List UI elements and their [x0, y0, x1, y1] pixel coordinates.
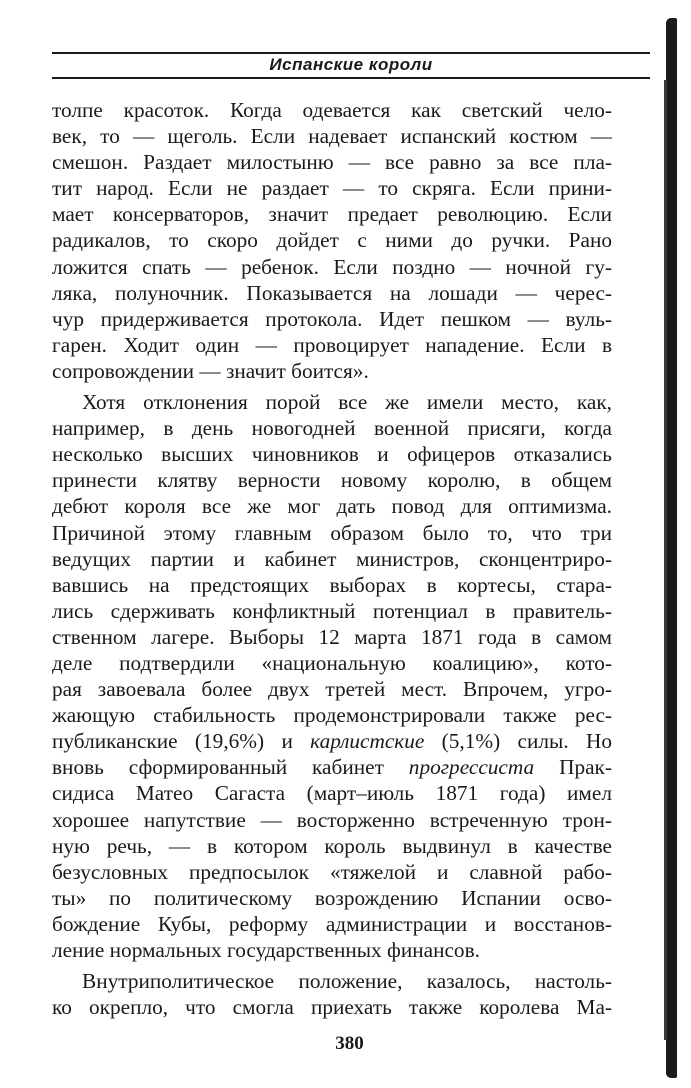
text-segment: публиканские (19,6%) и	[52, 729, 311, 754]
text-line: лись сдерживать конфликтный потенциал в правитель-	[52, 598, 612, 623]
text-body	[52, 97, 612, 1020]
text-line: деле подтвердили «национальную коалицию», кото-	[52, 650, 612, 675]
text-line: бождение Кубы, реформу администрации и восстанов-	[52, 911, 612, 936]
text-line: рая завоевала более двух третей мест. Впрочем, угро-	[52, 677, 612, 702]
text-line-mixed	[52, 728, 612, 754]
text-line: ко окрепло, что смогла приехать также королева Ма-	[52, 995, 612, 1020]
text-line: вавшись на предстоящих выборах в кортесы, стара-	[52, 572, 612, 597]
header-rule-bottom	[52, 77, 650, 79]
text-line: ляка, полуночник. Показывается на лошади — черес-	[52, 280, 612, 305]
italic-term: карлистские	[310, 729, 425, 754]
paragraph-1	[52, 97, 612, 384]
text-line: ведущих партии и кабинет министров, сконцентриро-	[52, 546, 612, 571]
page-edge-shadow-inner	[664, 80, 667, 1040]
text-line: радикалов, то скоро дойдет с ними до ручки. Рано	[52, 228, 612, 253]
text-line: несколько высших чиновников и офицеров отказались	[52, 442, 612, 467]
paragraph-3	[52, 968, 612, 1020]
text-segment: Прак-	[534, 755, 612, 780]
text-line: сидиса Матео Сагаста (март–июль 1871 года) имел	[52, 781, 612, 806]
text-line: ление нормальных государственных финансов.	[52, 938, 480, 962]
text-line-mixed	[52, 754, 612, 780]
text-line: Причиной этому главным образом было то, что три	[52, 520, 612, 545]
text-line: принести клятву верности новому королю, в общем	[52, 468, 612, 493]
text-line: век, то — щеголь. Если надевает испанский костюм —	[52, 124, 612, 149]
text-line: чур придерживается протокола. Идет пешком — вуль-	[52, 306, 612, 331]
text-line: жающую стабильность продемонстрировали также рес-	[52, 703, 612, 728]
text-line: ты» по политическому возрождению Испании осво-	[52, 885, 612, 910]
text-line: гарен. Ходит один — провоцирует нападение. Если в	[52, 332, 612, 357]
italic-term: прогрессиста	[408, 755, 535, 780]
text-line: хорошее напутствие — восторженно встреченную трон-	[52, 807, 612, 832]
text-line: сопровождении — значит боится».	[52, 358, 369, 383]
text-line: ную речь, — в котором король выдвинул в качестве	[52, 833, 612, 858]
running-head: Испанские короли	[269, 55, 433, 74]
text-line: Внутриполитическое положение, казалось, настоль-	[82, 969, 612, 994]
text-line: ложится спать — ребенок. Если поздно — ночной гу-	[52, 254, 612, 279]
page-number: 380	[335, 1033, 364, 1054]
text-line: мает консерваторов, значит предает революцию. Если	[52, 202, 612, 227]
text-line: дебют короля все же мог дать повод для оптимизма.	[52, 494, 612, 519]
text-line: ственном лагере. Выборы 12 марта 1871 года в самом	[52, 624, 612, 649]
text-line: безусловных предпосылок «тяжелой и славной рабо-	[52, 859, 612, 884]
page-edge-shadow	[666, 18, 677, 1078]
paragraph-2	[52, 389, 612, 963]
text-line: смешон. Раздает милостыню — все равно за все пла-	[52, 150, 612, 175]
text-line: Хотя отклонения порой все же имели место, как,	[82, 390, 612, 415]
text-segment: (5,1%) силы. Но	[424, 729, 612, 754]
text-line: толпе красоток. Когда одевается как светский чело-	[52, 98, 612, 122]
text-line: тит народ. Если не раздает — то скряга. Если прини-	[52, 176, 612, 201]
text-segment: вновь сформированный кабинет	[52, 755, 409, 780]
text-line: например, в день новогодней военной присяги, когда	[52, 416, 612, 441]
